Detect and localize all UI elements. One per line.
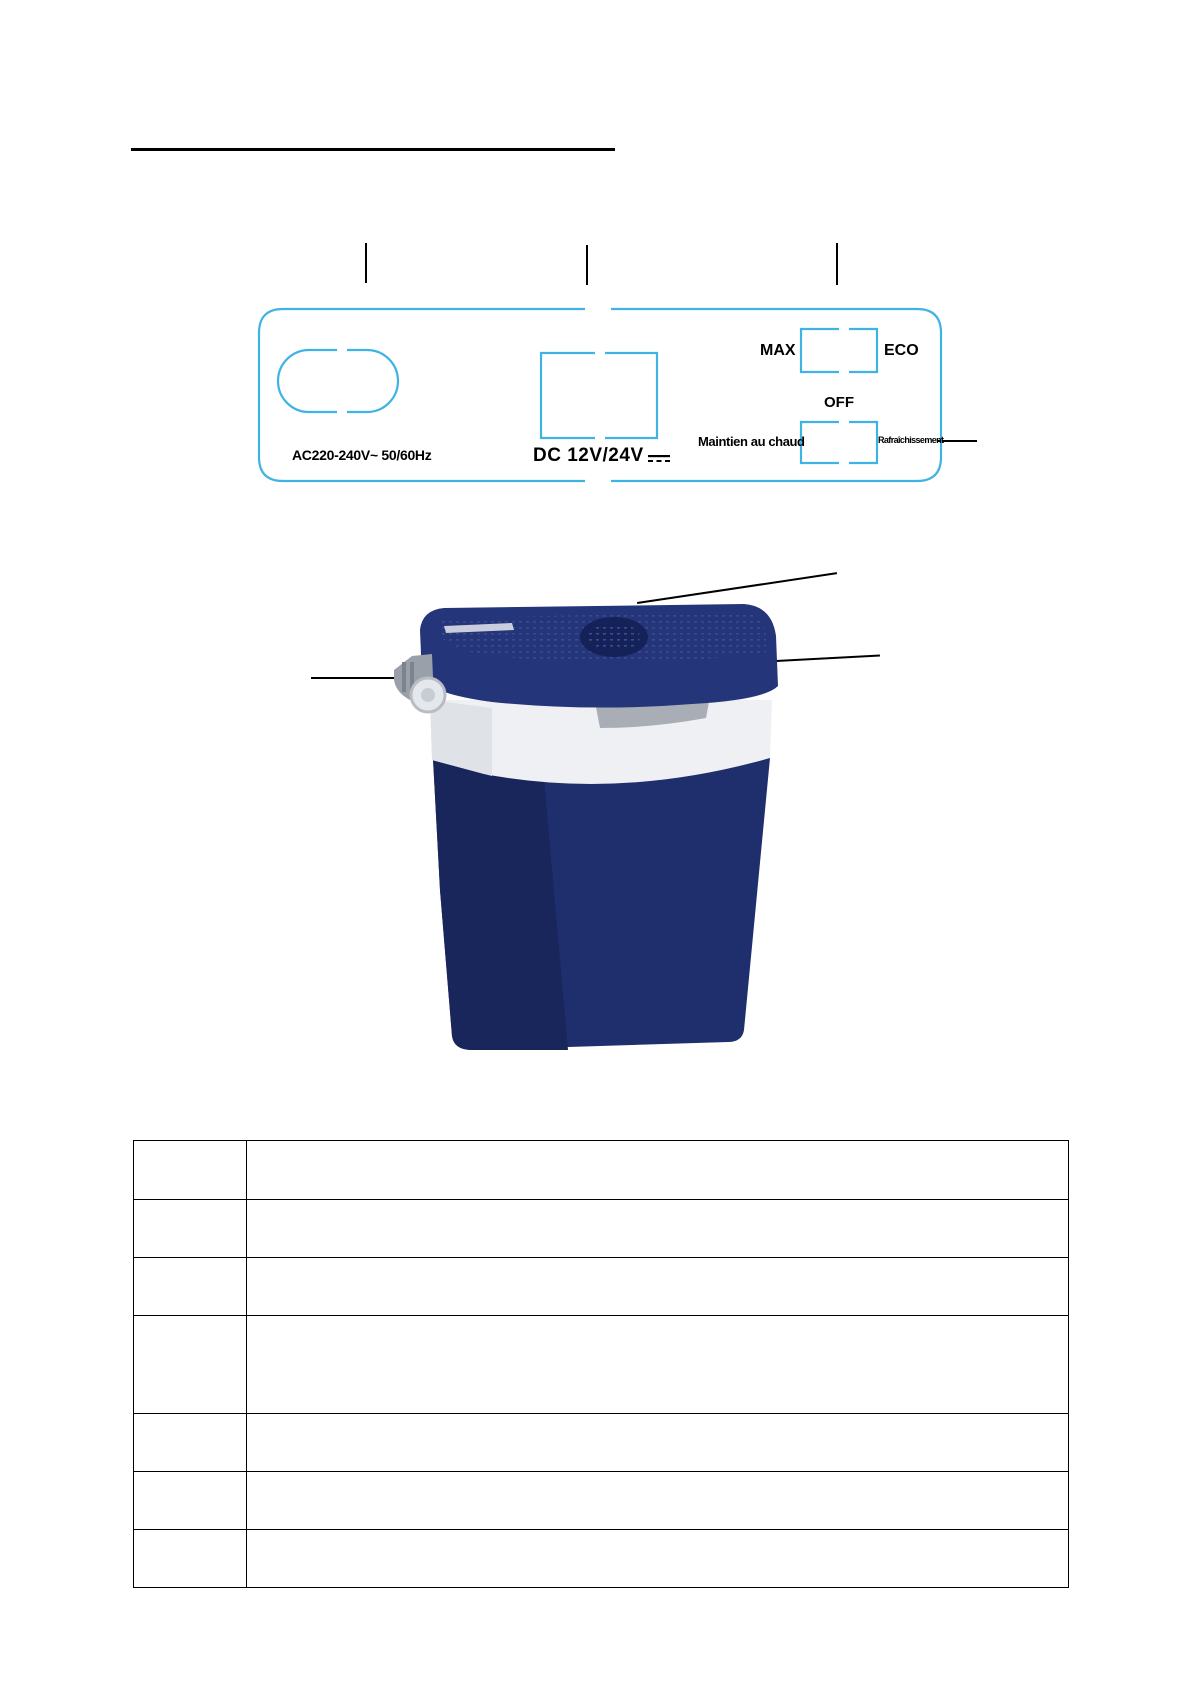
table-row xyxy=(134,1258,1069,1316)
dc-symbol-icon xyxy=(648,454,670,464)
dc-socket-outline xyxy=(541,353,657,438)
table-row xyxy=(134,1200,1069,1258)
table-cell-number xyxy=(134,1414,247,1472)
table-cell-number xyxy=(134,1141,247,1200)
callout-line-handle xyxy=(311,677,403,679)
table-row xyxy=(134,1316,1069,1414)
heat-mode-label: Maintien au chaud xyxy=(698,434,805,449)
eco-label: ECO xyxy=(884,342,919,359)
table-cell-description xyxy=(247,1472,1069,1530)
callout-line-ac xyxy=(365,243,367,283)
table-cell-description xyxy=(247,1258,1069,1316)
table-cell-number xyxy=(134,1530,247,1588)
table-cell-number xyxy=(134,1316,247,1414)
table-cell-description xyxy=(247,1141,1069,1200)
parts-table xyxy=(133,1140,1069,1588)
ac-voltage-label: AC220-240V~ 50/60Hz xyxy=(292,447,432,463)
table-cell-description xyxy=(247,1414,1069,1472)
table-cell-number xyxy=(134,1472,247,1530)
callout-line-dc xyxy=(586,245,588,285)
heat-cool-switch-outline xyxy=(801,422,877,463)
table-row xyxy=(134,1414,1069,1472)
off-label: OFF xyxy=(824,394,854,411)
table-cell-number xyxy=(134,1200,247,1258)
table-row xyxy=(134,1530,1069,1588)
callout-line-switch xyxy=(836,243,838,285)
table-row xyxy=(134,1472,1069,1530)
dc-voltage-label: DC 12V/24V xyxy=(533,445,644,466)
table-cell-description xyxy=(247,1316,1069,1414)
table-cell-number xyxy=(134,1258,247,1316)
cooler-box-image xyxy=(392,590,792,1050)
table-cell-description xyxy=(247,1200,1069,1258)
heading-underline xyxy=(131,148,615,151)
cool-mode-label: Rafraîchissement xyxy=(878,435,944,445)
ac-socket-outline xyxy=(278,350,398,412)
table-cell-description xyxy=(247,1530,1069,1588)
max-label: MAX xyxy=(760,342,796,359)
max-eco-switch-outline xyxy=(801,329,877,372)
table-row xyxy=(134,1141,1069,1200)
